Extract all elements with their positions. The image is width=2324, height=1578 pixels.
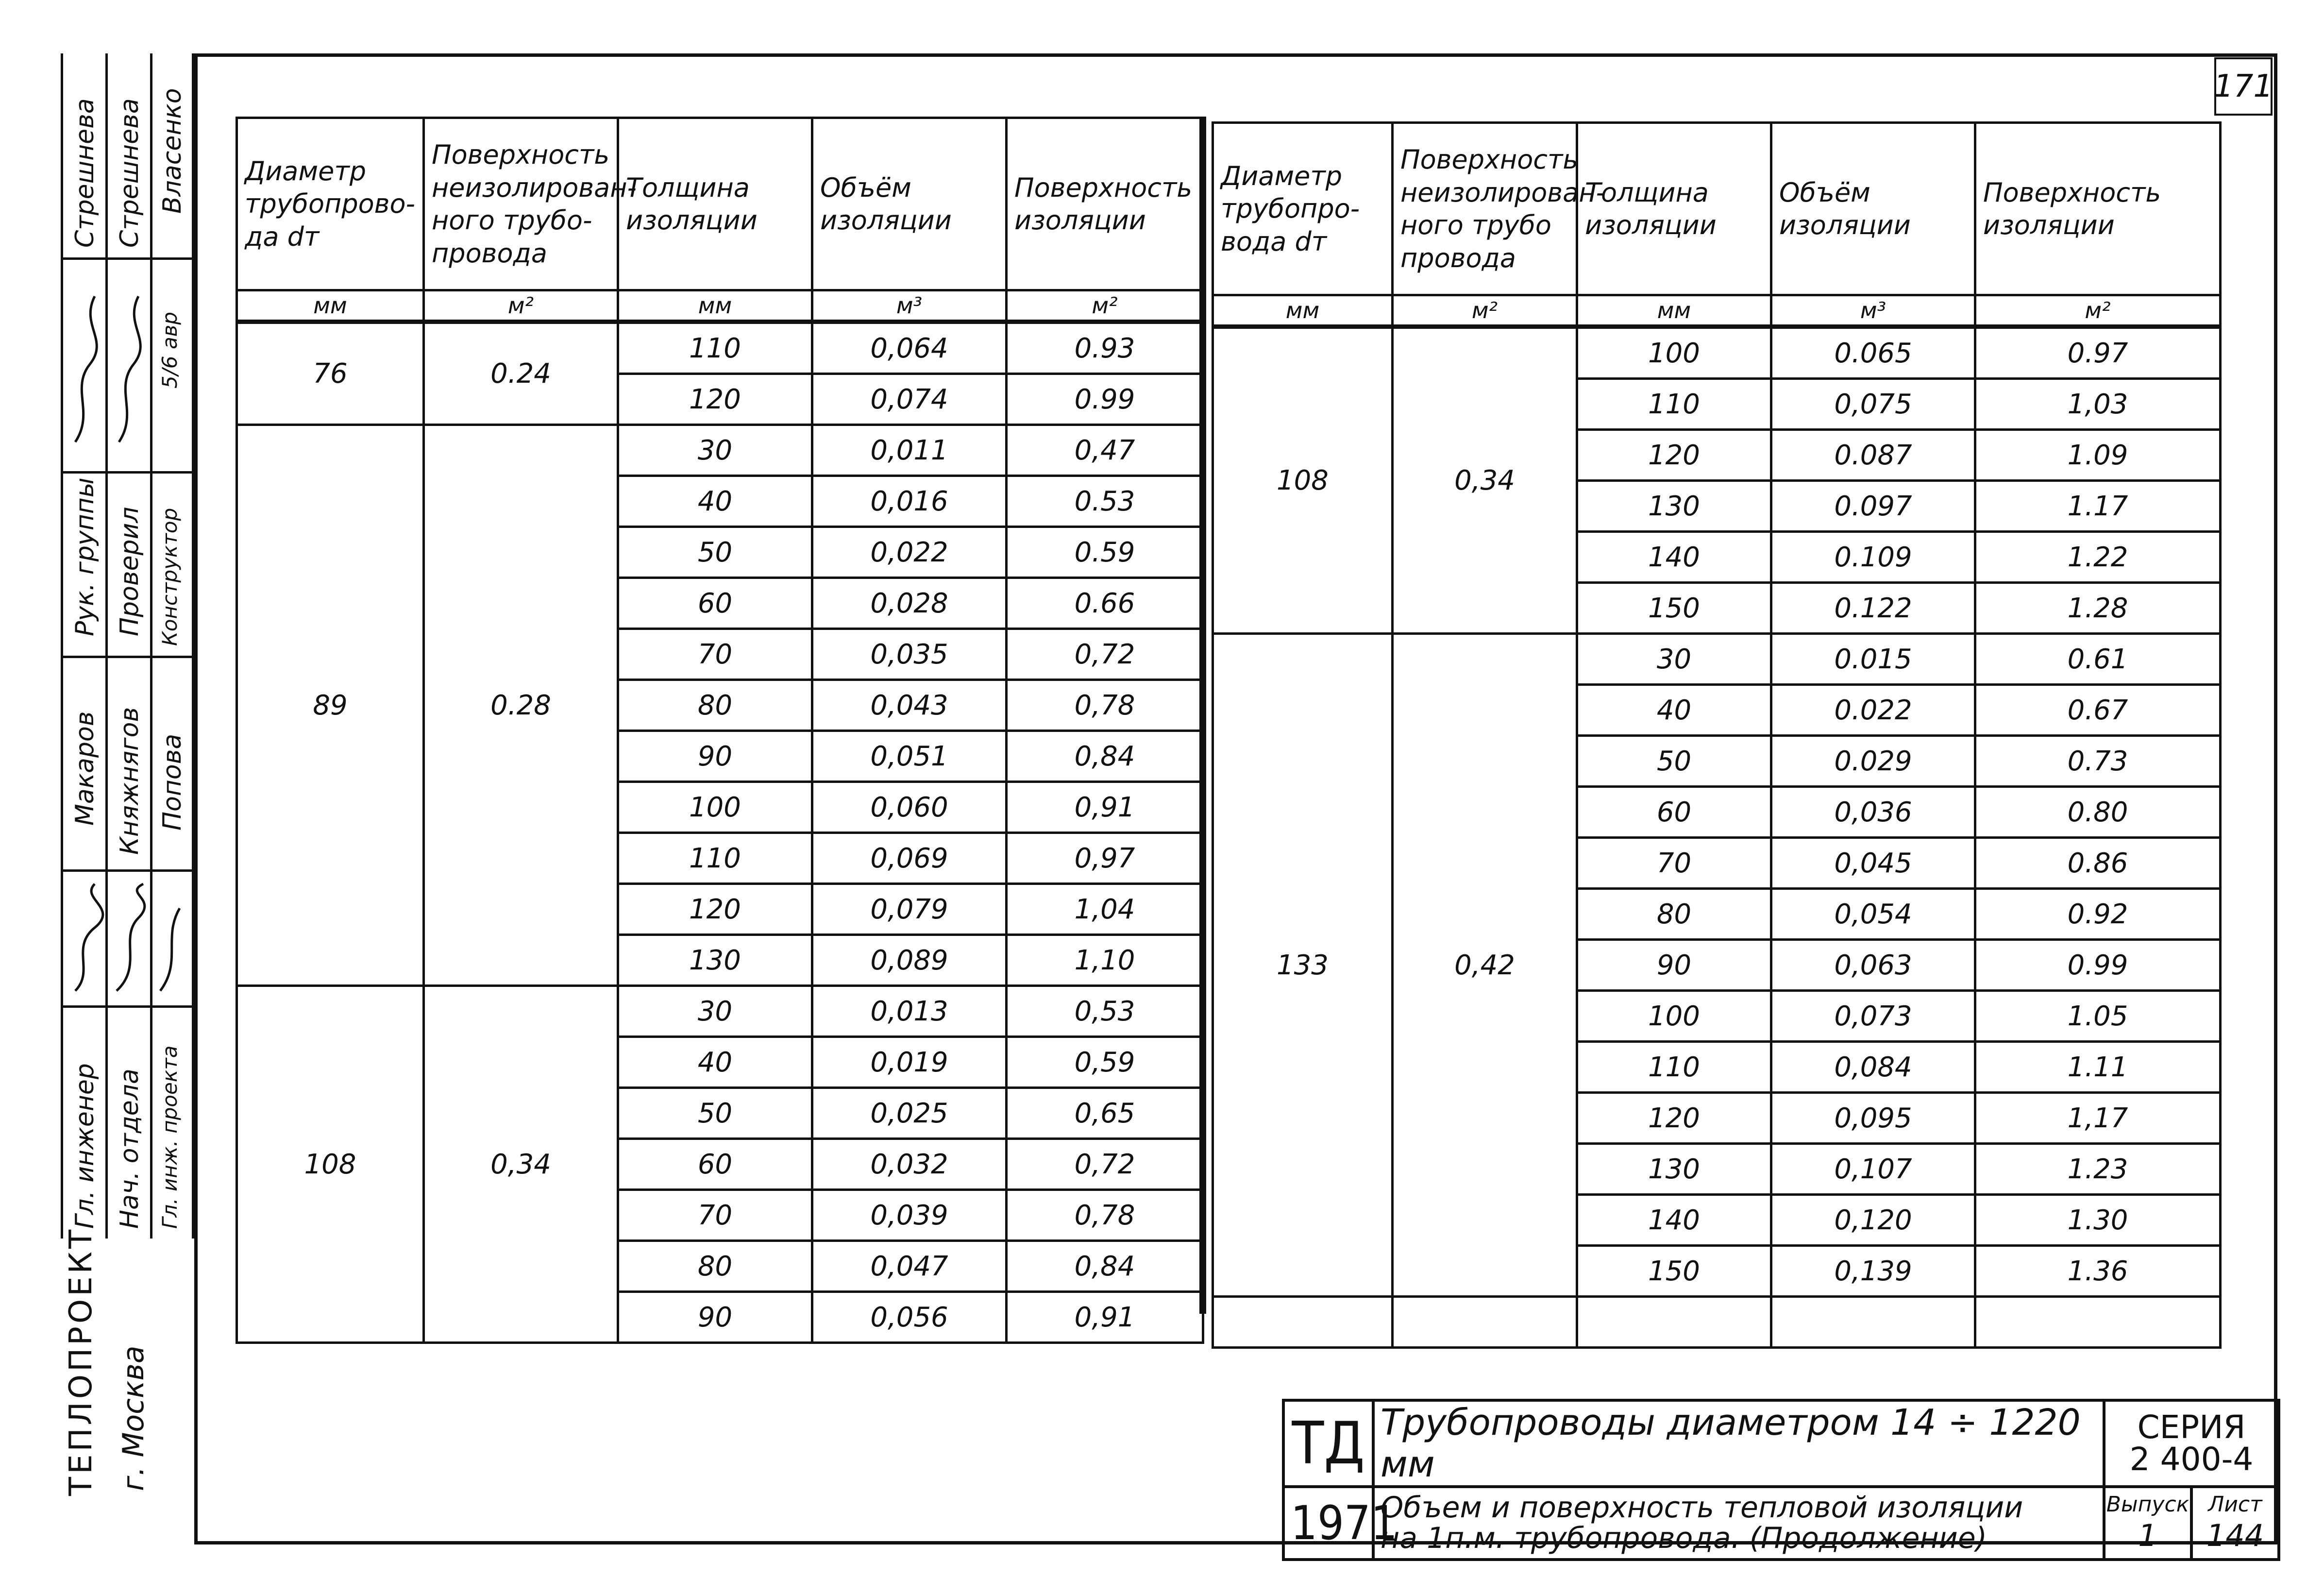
table-row: [237, 322, 1203, 374]
cell-surface: 0.99: [1007, 374, 1203, 425]
cell-surface: 1.22: [1975, 532, 2221, 583]
role-chief-engineer: Гл. инженер: [70, 1063, 100, 1229]
cell-thickness: 120: [618, 374, 812, 425]
cell-volume: 0,016: [812, 476, 1007, 527]
issue-value: 1: [2138, 1518, 2157, 1554]
table-row: [237, 425, 1203, 476]
cell-thickness: 30: [618, 425, 812, 476]
cell-volume: 0,069: [812, 833, 1007, 884]
cell-volume: 0,079: [812, 884, 1007, 935]
cell-surface: 0.67: [1975, 685, 2221, 736]
cell-diameter: 89: [237, 425, 424, 986]
cell-thickness: 90: [618, 1292, 812, 1343]
cell-diameter: 133: [1213, 634, 1393, 1297]
empty-cell: [1393, 1297, 1577, 1348]
cell-volume: 0,095: [1771, 1093, 1975, 1144]
cell-volume: 0,089: [812, 935, 1007, 986]
table-row: [237, 986, 1203, 1037]
cell-surface: 0,78: [1007, 1190, 1203, 1241]
organization-city: г. Москва: [117, 1345, 151, 1491]
header-bare-surface: Поверхность неизолирован-ного трубо провода: [1393, 123, 1577, 295]
page-number: 171: [2214, 57, 2273, 116]
cell-surface: 0,47: [1007, 425, 1203, 476]
cell-thickness: 50: [618, 527, 812, 578]
cell-surface: 1.23: [1975, 1144, 2221, 1195]
cell-diameter: 76: [237, 322, 424, 425]
unit-surface: м²: [1975, 295, 2221, 327]
role-project-engineer: Гл. инж. проекта: [158, 1045, 182, 1229]
cell-surface: 0.93: [1007, 322, 1203, 374]
cell-thickness: 30: [1577, 634, 1771, 685]
cell-volume: 0.029: [1771, 736, 1975, 787]
cell-surface: 0,91: [1007, 782, 1203, 833]
name-6: Власенко: [158, 88, 187, 214]
cell-thickness: 150: [1577, 583, 1771, 634]
cell-thickness: 100: [618, 782, 812, 833]
cell-volume: 0,032: [812, 1139, 1007, 1190]
cell-surface: 0.86: [1975, 838, 2221, 889]
signature-marks-lower: [61, 879, 194, 1001]
header-surface: Поверхность изоляции: [1007, 118, 1203, 290]
cell-thickness: 130: [618, 935, 812, 986]
empty-cell: [1577, 1297, 1771, 1348]
cell-surface: 0,84: [1007, 731, 1203, 782]
cell-surface: 1.17: [1975, 481, 2221, 532]
insulation-table-left: [236, 117, 1204, 1344]
cell-thickness: 110: [618, 322, 812, 374]
cell-surface: 1.36: [1975, 1246, 2221, 1297]
cell-surface: 0,91: [1007, 1292, 1203, 1343]
cell-volume: 0.109: [1771, 532, 1975, 583]
cell-volume: 0,045: [1771, 838, 1975, 889]
cell-volume: 0,075: [1771, 379, 1975, 430]
header-volume: Объём изоляции: [1771, 123, 1975, 295]
cell-thickness: 70: [618, 1190, 812, 1241]
doc-title: Трубопроводы диаметром 14 ÷ 1220 мм: [1373, 1400, 2104, 1487]
cell-volume: 0,013: [812, 986, 1007, 1037]
cell-volume: 0,107: [1771, 1144, 1975, 1195]
cell-volume: 0.097: [1771, 481, 1975, 532]
cell-volume: 0,074: [812, 374, 1007, 425]
unit-surface: м²: [1007, 290, 1203, 322]
cell-thickness: 120: [1577, 1093, 1771, 1144]
issue-label: Выпуск: [2106, 1492, 2189, 1517]
empty-row: [1213, 1297, 2221, 1348]
cell-volume: 0,084: [1771, 1042, 1975, 1093]
cell-surface: 0,72: [1007, 1139, 1203, 1190]
header-thickness: Толщина изоляции: [1577, 123, 1771, 295]
title-block: [1282, 1399, 2277, 1555]
unit-volume: м³: [1771, 295, 1975, 327]
name-3: Попова: [158, 733, 187, 831]
cell-thickness: 110: [618, 833, 812, 884]
issue-cell: [2104, 1487, 2191, 1560]
cell-volume: 0,051: [812, 731, 1007, 782]
empty-cell: [1771, 1297, 1975, 1348]
cell-surface: 1.30: [1975, 1195, 2221, 1246]
subtitle-line-1: Объем и поверхность тепловой изоляции: [1381, 1491, 2023, 1525]
cell-thickness: 50: [1577, 736, 1771, 787]
cell-thickness: 110: [1577, 379, 1771, 430]
cell-thickness: 70: [1577, 838, 1771, 889]
insulation-table-right: [1212, 121, 2222, 1349]
cell-volume: 0,120: [1771, 1195, 1975, 1246]
cell-surface: 1,03: [1975, 379, 2221, 430]
cell-thickness: 90: [1577, 940, 1771, 991]
cell-thickness: 80: [618, 1241, 812, 1292]
cell-surface: 0,53: [1007, 986, 1203, 1037]
cell-surface: 0,72: [1007, 629, 1203, 680]
cell-volume: 0.087: [1771, 430, 1975, 481]
cell-volume: 0,039: [812, 1190, 1007, 1241]
cell-volume: 0,022: [812, 527, 1007, 578]
unit-thickness: мм: [618, 290, 812, 322]
cell-surface: 0.99: [1975, 940, 2221, 991]
cell-volume: 0.122: [1771, 583, 1975, 634]
cell-thickness: 80: [1577, 889, 1771, 940]
unit-bare-surface: м²: [424, 290, 618, 322]
cell-bare-surface: 0,34: [424, 986, 618, 1343]
name-1: Макаров: [70, 711, 100, 826]
cell-surface: 0.59: [1007, 527, 1203, 578]
sheet-label: Лист: [2208, 1492, 2262, 1517]
table-body-left: [237, 322, 1203, 1343]
cell-surface: 1.11: [1975, 1042, 2221, 1093]
name-4: Стрешнева: [70, 98, 100, 248]
unit-bare-surface: м²: [1393, 295, 1577, 327]
cell-surface: 0.92: [1975, 889, 2221, 940]
cell-diameter: 108: [237, 986, 424, 1343]
cell-thickness: 130: [1577, 481, 1771, 532]
doc-code: ТД: [1283, 1400, 1373, 1487]
cell-thickness: 100: [1577, 327, 1771, 379]
cell-surface: 1,10: [1007, 935, 1203, 986]
cell-volume: 0,063: [1771, 940, 1975, 991]
cell-surface: 0.66: [1007, 578, 1203, 629]
doc-subtitle: [1373, 1487, 2104, 1560]
cell-volume: 0.022: [1771, 685, 1975, 736]
role-head-department: Нач. отдела: [115, 1069, 144, 1229]
name-2: Княжнягов: [115, 707, 144, 855]
cell-volume: 0,035: [812, 629, 1007, 680]
cell-thickness: 70: [618, 629, 812, 680]
unit-thickness: мм: [1577, 295, 1771, 327]
cell-surface: 1.28: [1975, 583, 2221, 634]
organization-name: ТЕПЛОПРОЕКТ: [63, 1226, 99, 1496]
role-group-head: Рук. группы: [70, 477, 100, 636]
series-label: СЕРИЯ: [2137, 1408, 2246, 1446]
empty-cell: [1213, 1297, 1393, 1348]
role-checker: Проверил: [115, 507, 144, 636]
empty-cell: [1975, 1297, 2221, 1348]
table-body-right: [1213, 327, 2221, 1348]
cell-volume: 0,025: [812, 1088, 1007, 1139]
cell-bare-surface: 0.28: [424, 425, 618, 986]
unit-volume: м³: [812, 290, 1007, 322]
cell-volume: 0,056: [812, 1292, 1007, 1343]
cell-thickness: 100: [1577, 991, 1771, 1042]
cell-surface: 0,65: [1007, 1088, 1203, 1139]
cell-volume: 0.015: [1771, 634, 1975, 685]
header-bare-surface: Поверхность неизолирован-ного трубо-провода: [424, 118, 618, 290]
cell-bare-surface: 0,42: [1393, 634, 1577, 1297]
date-designer: 5/6 авр: [158, 311, 182, 389]
cell-volume: 0,011: [812, 425, 1007, 476]
header-volume: Объём изоляции: [812, 118, 1007, 290]
cell-volume: 0,047: [812, 1241, 1007, 1292]
series-value: 2 400-4: [2129, 1441, 2254, 1478]
cell-surface: 1,04: [1007, 884, 1203, 935]
cell-thickness: 80: [618, 680, 812, 731]
unit-diameter: мм: [1213, 295, 1393, 327]
cell-bare-surface: 0.24: [424, 322, 618, 425]
cell-thickness: 90: [618, 731, 812, 782]
cell-surface: 1.09: [1975, 430, 2221, 481]
cell-surface: 0.73: [1975, 736, 2221, 787]
approval-stamp: [61, 53, 194, 1239]
cell-thickness: 30: [618, 986, 812, 1037]
cell-volume: 0,073: [1771, 991, 1975, 1042]
cell-volume: 0,060: [812, 782, 1007, 833]
cell-thickness: 40: [618, 1037, 812, 1088]
cell-thickness: 140: [1577, 532, 1771, 583]
cell-thickness: 40: [1577, 685, 1771, 736]
table-row: [1213, 634, 2221, 685]
sheet-cell: [2191, 1487, 2279, 1560]
cell-thickness: 140: [1577, 1195, 1771, 1246]
cell-volume: 0,064: [812, 322, 1007, 374]
cell-thickness: 60: [618, 578, 812, 629]
sheet-value: 144: [2206, 1518, 2264, 1554]
cell-surface: 0.53: [1007, 476, 1203, 527]
cell-surface: 0,97: [1007, 833, 1203, 884]
cell-volume: 0.065: [1771, 327, 1975, 379]
cell-thickness: 110: [1577, 1042, 1771, 1093]
name-5: Стрешнева: [115, 98, 144, 248]
header-thickness: Толщина изоляции: [618, 118, 812, 290]
cell-thickness: 150: [1577, 1246, 1771, 1297]
cell-surface: 1,17: [1975, 1093, 2221, 1144]
cell-surface: 0,78: [1007, 680, 1203, 731]
cell-surface: 0.80: [1975, 787, 2221, 838]
header-diameter: Диаметр трубопрово-да dт: [237, 118, 424, 290]
organization-block: [58, 1226, 175, 1506]
table-row: [1213, 327, 2221, 379]
cell-thickness: 130: [1577, 1144, 1771, 1195]
cell-thickness: 60: [1577, 787, 1771, 838]
signature-marks: [61, 267, 194, 461]
header-diameter: Диаметр трубопро-вода dт: [1213, 123, 1393, 295]
series-cell: [2104, 1400, 2279, 1487]
cell-thickness: 120: [618, 884, 812, 935]
cell-thickness: 50: [618, 1088, 812, 1139]
cell-volume: 0,043: [812, 680, 1007, 731]
header-surface: Поверхность изоляции: [1975, 123, 2221, 295]
cell-volume: 0,139: [1771, 1246, 1975, 1297]
role-designer: Конструктор: [158, 508, 182, 646]
subtitle-line-2: на 1п.м. трубопровода. (Продолжение): [1381, 1521, 1987, 1555]
cell-volume: 0,028: [812, 578, 1007, 629]
cell-volume: 0,054: [1771, 889, 1975, 940]
cell-thickness: 120: [1577, 430, 1771, 481]
cell-volume: 0,019: [812, 1037, 1007, 1088]
cell-volume: 0,036: [1771, 787, 1975, 838]
cell-surface: 0.61: [1975, 634, 2221, 685]
cell-diameter: 108: [1213, 327, 1393, 634]
cell-bare-surface: 0,34: [1393, 327, 1577, 634]
cell-thickness: 40: [618, 476, 812, 527]
cell-thickness: 60: [618, 1139, 812, 1190]
cell-surface: 0.97: [1975, 327, 2221, 379]
cell-surface: 0,59: [1007, 1037, 1203, 1088]
unit-diameter: мм: [237, 290, 424, 322]
cell-surface: 1.05: [1975, 991, 2221, 1042]
doc-year: 1971: [1283, 1487, 1373, 1560]
cell-surface: 0,84: [1007, 1241, 1203, 1292]
